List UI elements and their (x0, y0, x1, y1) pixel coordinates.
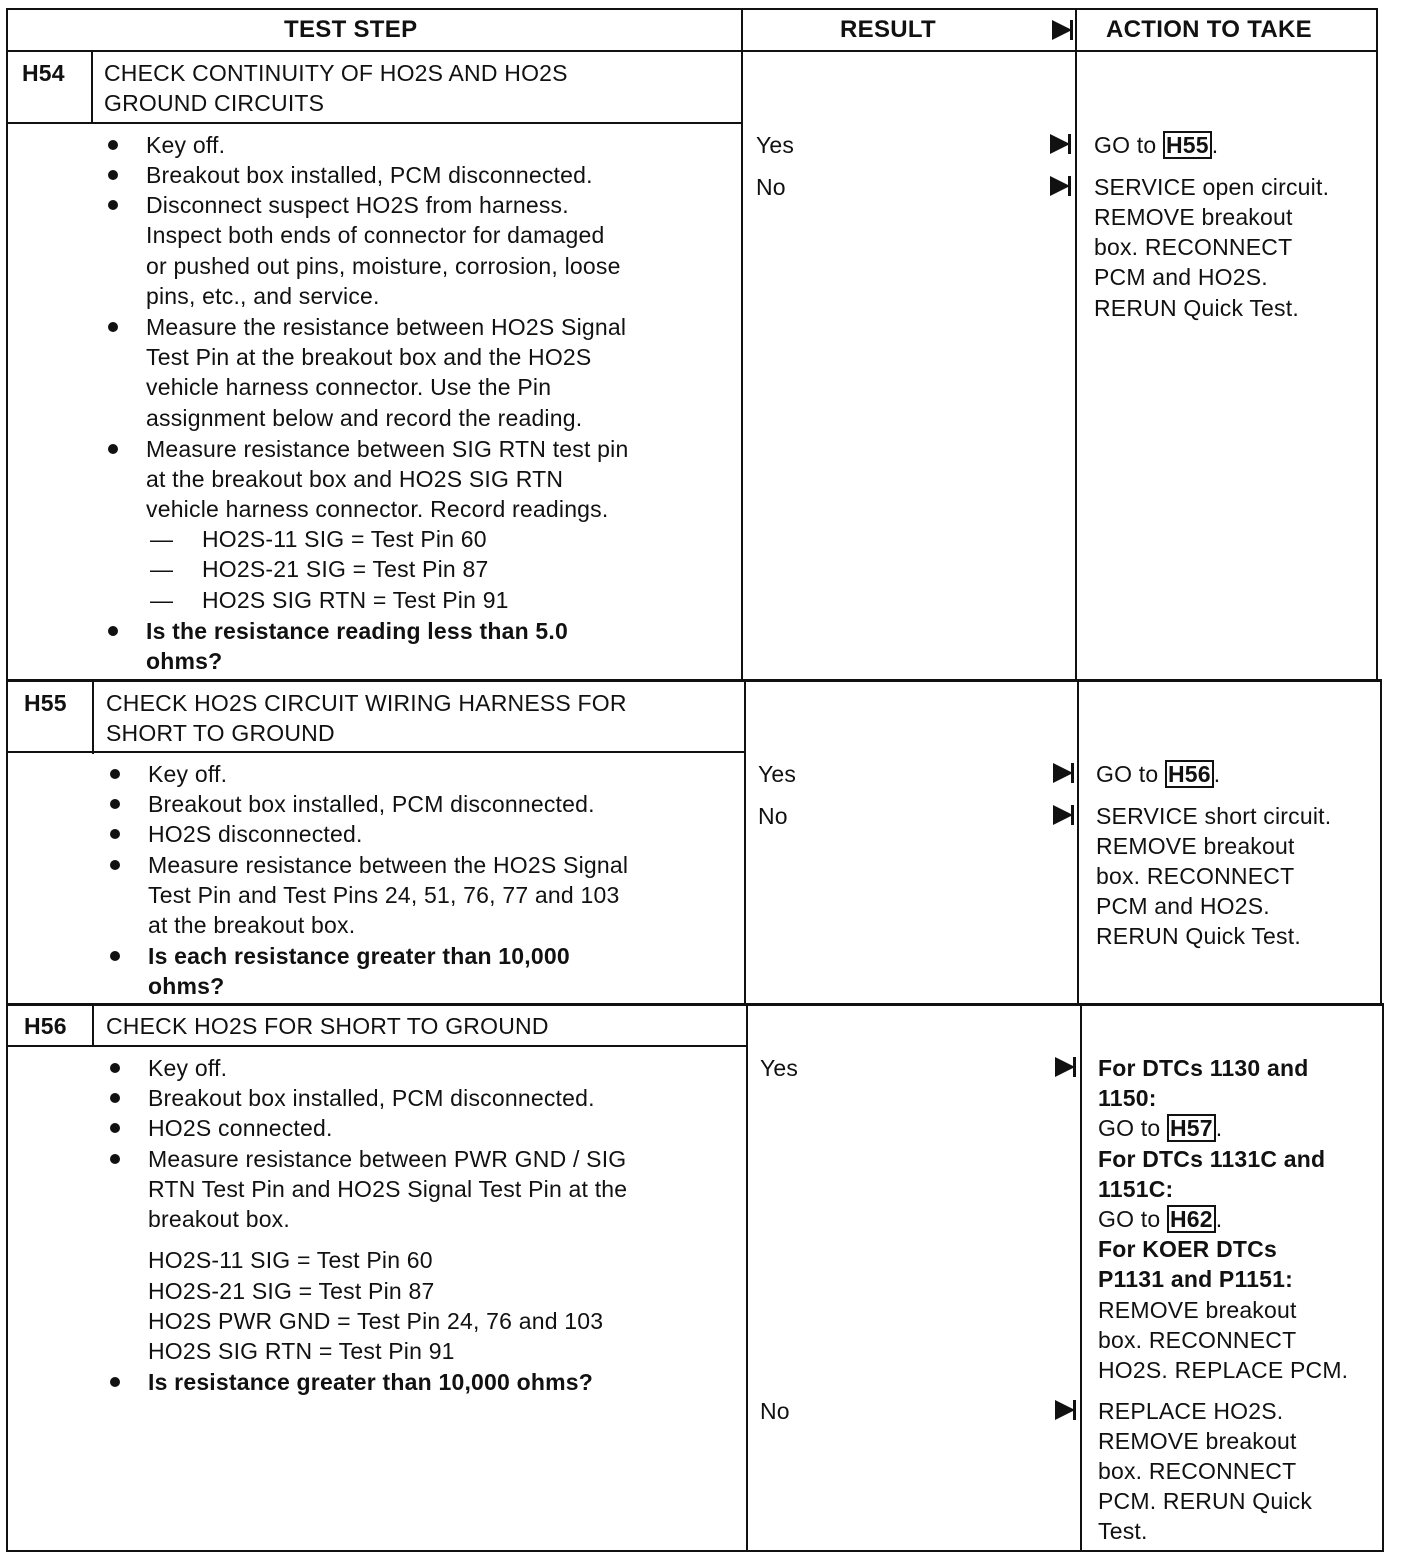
h54-question: ohms? (146, 648, 223, 674)
bullet-icon (110, 951, 120, 961)
h55-yes-action-text: GO to (1096, 761, 1159, 787)
h56-no-action: REMOVE breakout (1098, 1428, 1297, 1454)
h55-step: Test Pin and Test Pins 24, 51, 76, 77 and 103 (148, 882, 620, 908)
h55-step-link[interactable]: H55 (1163, 131, 1212, 159)
bullet-icon (108, 322, 118, 332)
h55-title-line-2: SHORT TO GROUND (106, 720, 335, 746)
h54-step-id: H54 (22, 60, 65, 86)
h56-no-action: box. RECONNECT (1098, 1458, 1297, 1484)
h54-pin-item: HO2S SIG RTN = Test Pin 91 (202, 587, 509, 613)
h55-step: at the breakout box. (148, 912, 356, 938)
bullet-icon (108, 626, 118, 636)
h54-yes-action: GO to H55 . (1094, 132, 1219, 158)
h56-dtc2-head: For DTCs 1131C and (1098, 1146, 1326, 1172)
dash-icon: — (150, 526, 174, 552)
h56-step: breakout box. (148, 1206, 290, 1232)
h56-step: HO2S connected. (148, 1115, 333, 1141)
h55-row-divider (6, 679, 1382, 682)
bullet-icon (108, 170, 118, 180)
dash-icon: — (150, 556, 174, 582)
h56-koer-head: P1131 and P1151: (1098, 1266, 1294, 1292)
h56-no-action: Test. (1098, 1518, 1148, 1544)
h54-no-action: RERUN Quick Test. (1094, 295, 1299, 321)
h54-step: Measure the resistance between HO2S Signal (146, 314, 627, 340)
h54-title-line-1: CHECK CONTINUITY OF HO2S AND HO2S (104, 60, 568, 86)
header-test-step: TEST STEP (284, 16, 418, 43)
h56-dtc2-action-text: GO to (1098, 1206, 1161, 1232)
h55-title-line-1: CHECK HO2S CIRCUIT WIRING HARNESS FOR (106, 690, 627, 716)
h56-title: CHECK HO2S FOR SHORT TO GROUND (106, 1013, 549, 1039)
h56-step: Measure resistance between PWR GND / SIG (148, 1146, 627, 1172)
h56-pin-item: HO2S-21 SIG = Test Pin 87 (148, 1278, 435, 1304)
h54-no-action: REMOVE breakout (1094, 204, 1293, 230)
top-border (6, 8, 1378, 10)
h54-step: Key off. (146, 132, 226, 158)
h56-koer-body: box. RECONNECT (1098, 1327, 1297, 1353)
h56-result-no: No (760, 1398, 790, 1424)
h56-dtc1-action: GO to H57 . (1098, 1115, 1223, 1141)
right-border (1376, 8, 1378, 682)
h54-yes-action-text: GO to (1094, 132, 1157, 158)
bullet-icon (110, 860, 120, 870)
h55-no-action: RERUN Quick Test. (1096, 923, 1301, 949)
bullet-icon (110, 769, 120, 779)
result-column-line-3 (746, 1004, 748, 1552)
header-action: ACTION TO TAKE (1106, 16, 1312, 43)
action-column-line (1075, 8, 1077, 680)
h56-dtc1-action-text: GO to (1098, 1115, 1161, 1141)
arrow-icon (1055, 1057, 1075, 1077)
arrow-icon (1053, 763, 1073, 783)
result-column-line-2 (744, 680, 746, 1006)
h55-no-action: REMOVE breakout (1096, 833, 1295, 859)
action-column-line-2 (1077, 680, 1079, 1006)
h56-pin-item: HO2S PWR GND = Test Pin 24, 76 and 103 (148, 1308, 604, 1334)
h54-no-action: PCM and HO2S. (1094, 264, 1268, 290)
h55-step-id: H55 (24, 690, 67, 716)
h54-step: assignment below and record the reading. (146, 405, 583, 431)
h56-koer-body: HO2S. REPLACE PCM. (1098, 1357, 1349, 1383)
arrow-icon (1053, 805, 1073, 825)
h56-step-link[interactable]: H56 (1165, 760, 1214, 788)
bullet-icon (110, 1063, 120, 1073)
h54-id-divider (91, 52, 93, 124)
h56-result-yes: Yes (760, 1055, 799, 1081)
h54-step: at the breakout box and HO2S SIG RTN (146, 466, 564, 492)
h55-question: Is each resistance greater than 10,000 (148, 943, 570, 969)
arrow-icon (1050, 134, 1070, 154)
h56-dtc2-action: GO to H62 . (1098, 1206, 1223, 1232)
bullet-icon (110, 799, 120, 809)
h56-koer-body: REMOVE breakout (1098, 1297, 1297, 1323)
arrow-icon (1050, 176, 1070, 196)
h55-no-action: SERVICE short circuit. (1096, 803, 1332, 829)
h56-pin-item: HO2S-11 SIG = Test Pin 60 (148, 1247, 433, 1273)
h56-dtc1-head: 1150: (1098, 1085, 1157, 1111)
bottom-border (8, 1550, 1384, 1552)
h54-no-action: box. RECONNECT (1094, 234, 1293, 260)
bullet-icon (108, 444, 118, 454)
h55-result-yes: Yes (758, 761, 797, 787)
h56-step-id: H56 (24, 1013, 67, 1039)
h56-no-action: REPLACE HO2S. (1098, 1398, 1284, 1424)
h57-step-link[interactable]: H57 (1167, 1114, 1216, 1142)
header-result: RESULT (840, 16, 937, 43)
h55-result-no: No (758, 803, 788, 829)
header-arrow-icon (1052, 20, 1072, 40)
bullet-icon (110, 1123, 120, 1133)
h56-step: Breakout box installed, PCM disconnected. (148, 1085, 595, 1111)
h56-question: Is resistance greater than 10,000 ohms? (148, 1369, 594, 1395)
dash-icon: — (150, 587, 174, 613)
h54-step: Disconnect suspect HO2S from harness. (146, 192, 569, 218)
header-bottom-line (6, 50, 1378, 52)
bullet-icon (110, 1154, 120, 1164)
h56-title-bottom (6, 1045, 746, 1047)
h55-yes-action: GO to H56 . (1096, 761, 1221, 787)
bullet-icon (110, 1377, 120, 1387)
h54-step: Measure resistance between SIG RTN test pin (146, 436, 629, 462)
h54-step: Breakout box installed, PCM disconnected. (146, 162, 593, 188)
h55-step: Measure resistance between the HO2S Signal (148, 852, 629, 878)
h56-id-divider (92, 1006, 94, 1046)
h62-step-link[interactable]: H62 (1167, 1205, 1216, 1233)
h54-pin-item: HO2S-21 SIG = Test Pin 87 (202, 556, 489, 582)
h54-step: vehicle harness connector. Use the Pin (146, 374, 552, 400)
h54-step: pins, etc., and service. (146, 283, 380, 309)
h56-step: Key off. (148, 1055, 228, 1081)
right-border-2 (1380, 680, 1382, 1006)
h56-dtc1-head: For DTCs 1130 and (1098, 1055, 1309, 1081)
h55-id-divider (92, 682, 94, 754)
result-column-line (741, 8, 743, 680)
h56-dtc2-head: 1151C: (1098, 1176, 1174, 1202)
action-column-line-3 (1080, 1004, 1082, 1552)
h56-row-divider (6, 1003, 1384, 1006)
h55-question: ohms? (148, 973, 225, 999)
h54-title-bottom (6, 122, 741, 124)
h54-step: or pushed out pins, moisture, corrosion, loose (146, 253, 621, 279)
h56-pin-item: HO2S SIG RTN = Test Pin 91 (148, 1338, 455, 1364)
h54-result-no: No (756, 174, 786, 200)
h54-no-action: SERVICE open circuit. (1094, 174, 1330, 200)
h54-step: Test Pin at the breakout box and the HO2S (146, 344, 592, 370)
h55-no-action: box. RECONNECT (1096, 863, 1295, 889)
h56-step: RTN Test Pin and HO2S Signal Test Pin at the (148, 1176, 628, 1202)
h54-result-yes: Yes (756, 132, 795, 158)
right-border-3 (1382, 1004, 1384, 1552)
h54-question: Is the resistance reading less than 5.0 (146, 618, 568, 644)
bullet-icon (110, 829, 120, 839)
h54-title-line-2: GROUND CIRCUITS (104, 90, 325, 116)
h54-step: vehicle harness connector. Record readings. (146, 496, 609, 522)
bullet-icon (108, 140, 118, 150)
h56-koer-head: For KOER DTCs (1098, 1236, 1277, 1262)
h56-no-action: PCM. RERUN Quick (1098, 1488, 1313, 1514)
h54-step: Inspect both ends of connector for damaged (146, 222, 605, 248)
arrow-icon (1055, 1400, 1075, 1420)
h55-step: Breakout box installed, PCM disconnected. (148, 791, 595, 817)
h54-pin-item: HO2S-11 SIG = Test Pin 60 (202, 526, 487, 552)
bullet-icon (108, 200, 118, 210)
left-border (6, 8, 8, 1552)
h55-title-bottom (6, 751, 744, 753)
h55-step: Key off. (148, 761, 228, 787)
h55-step: HO2S disconnected. (148, 821, 363, 847)
h55-no-action: PCM and HO2S. (1096, 893, 1270, 919)
bullet-icon (110, 1093, 120, 1103)
